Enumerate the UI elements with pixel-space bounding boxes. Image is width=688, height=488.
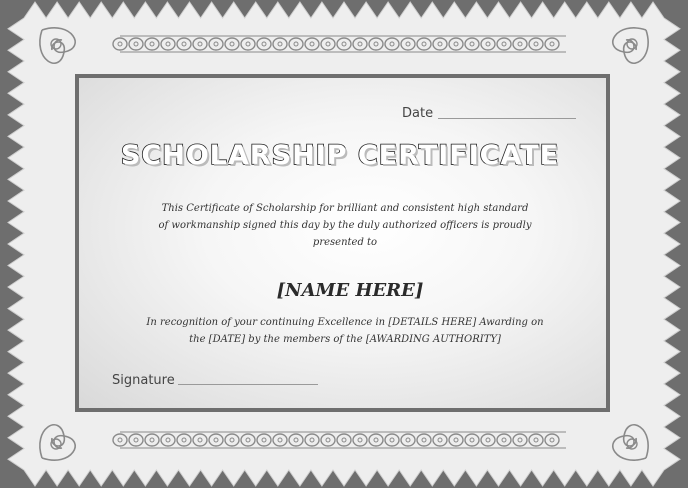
date-label: Date [402,106,434,121]
signature-label: Signature [112,373,175,388]
body-line: of workmanship signed this day by the duly authorized officers is proudly [158,220,532,231]
body-line: This Certificate of Scholarship for brilliant and consistent high standard [161,203,529,214]
recognition-line: In recognition of your continuing Excellence in [DETAILS HERE] Awarding on [146,317,544,328]
recognition-line: the [DATE] by the members of the [AWARDING AUTHORITY] [189,334,501,345]
recipient-name: [NAME HERE] [276,280,424,301]
date-line [438,118,576,119]
signature-line [178,384,318,385]
certificate-title: SCHOLARSHIP CERTIFICATE [120,140,560,171]
certificate-body [140,200,550,251]
body-line: presented to [312,237,378,248]
recognition-text [130,314,560,348]
